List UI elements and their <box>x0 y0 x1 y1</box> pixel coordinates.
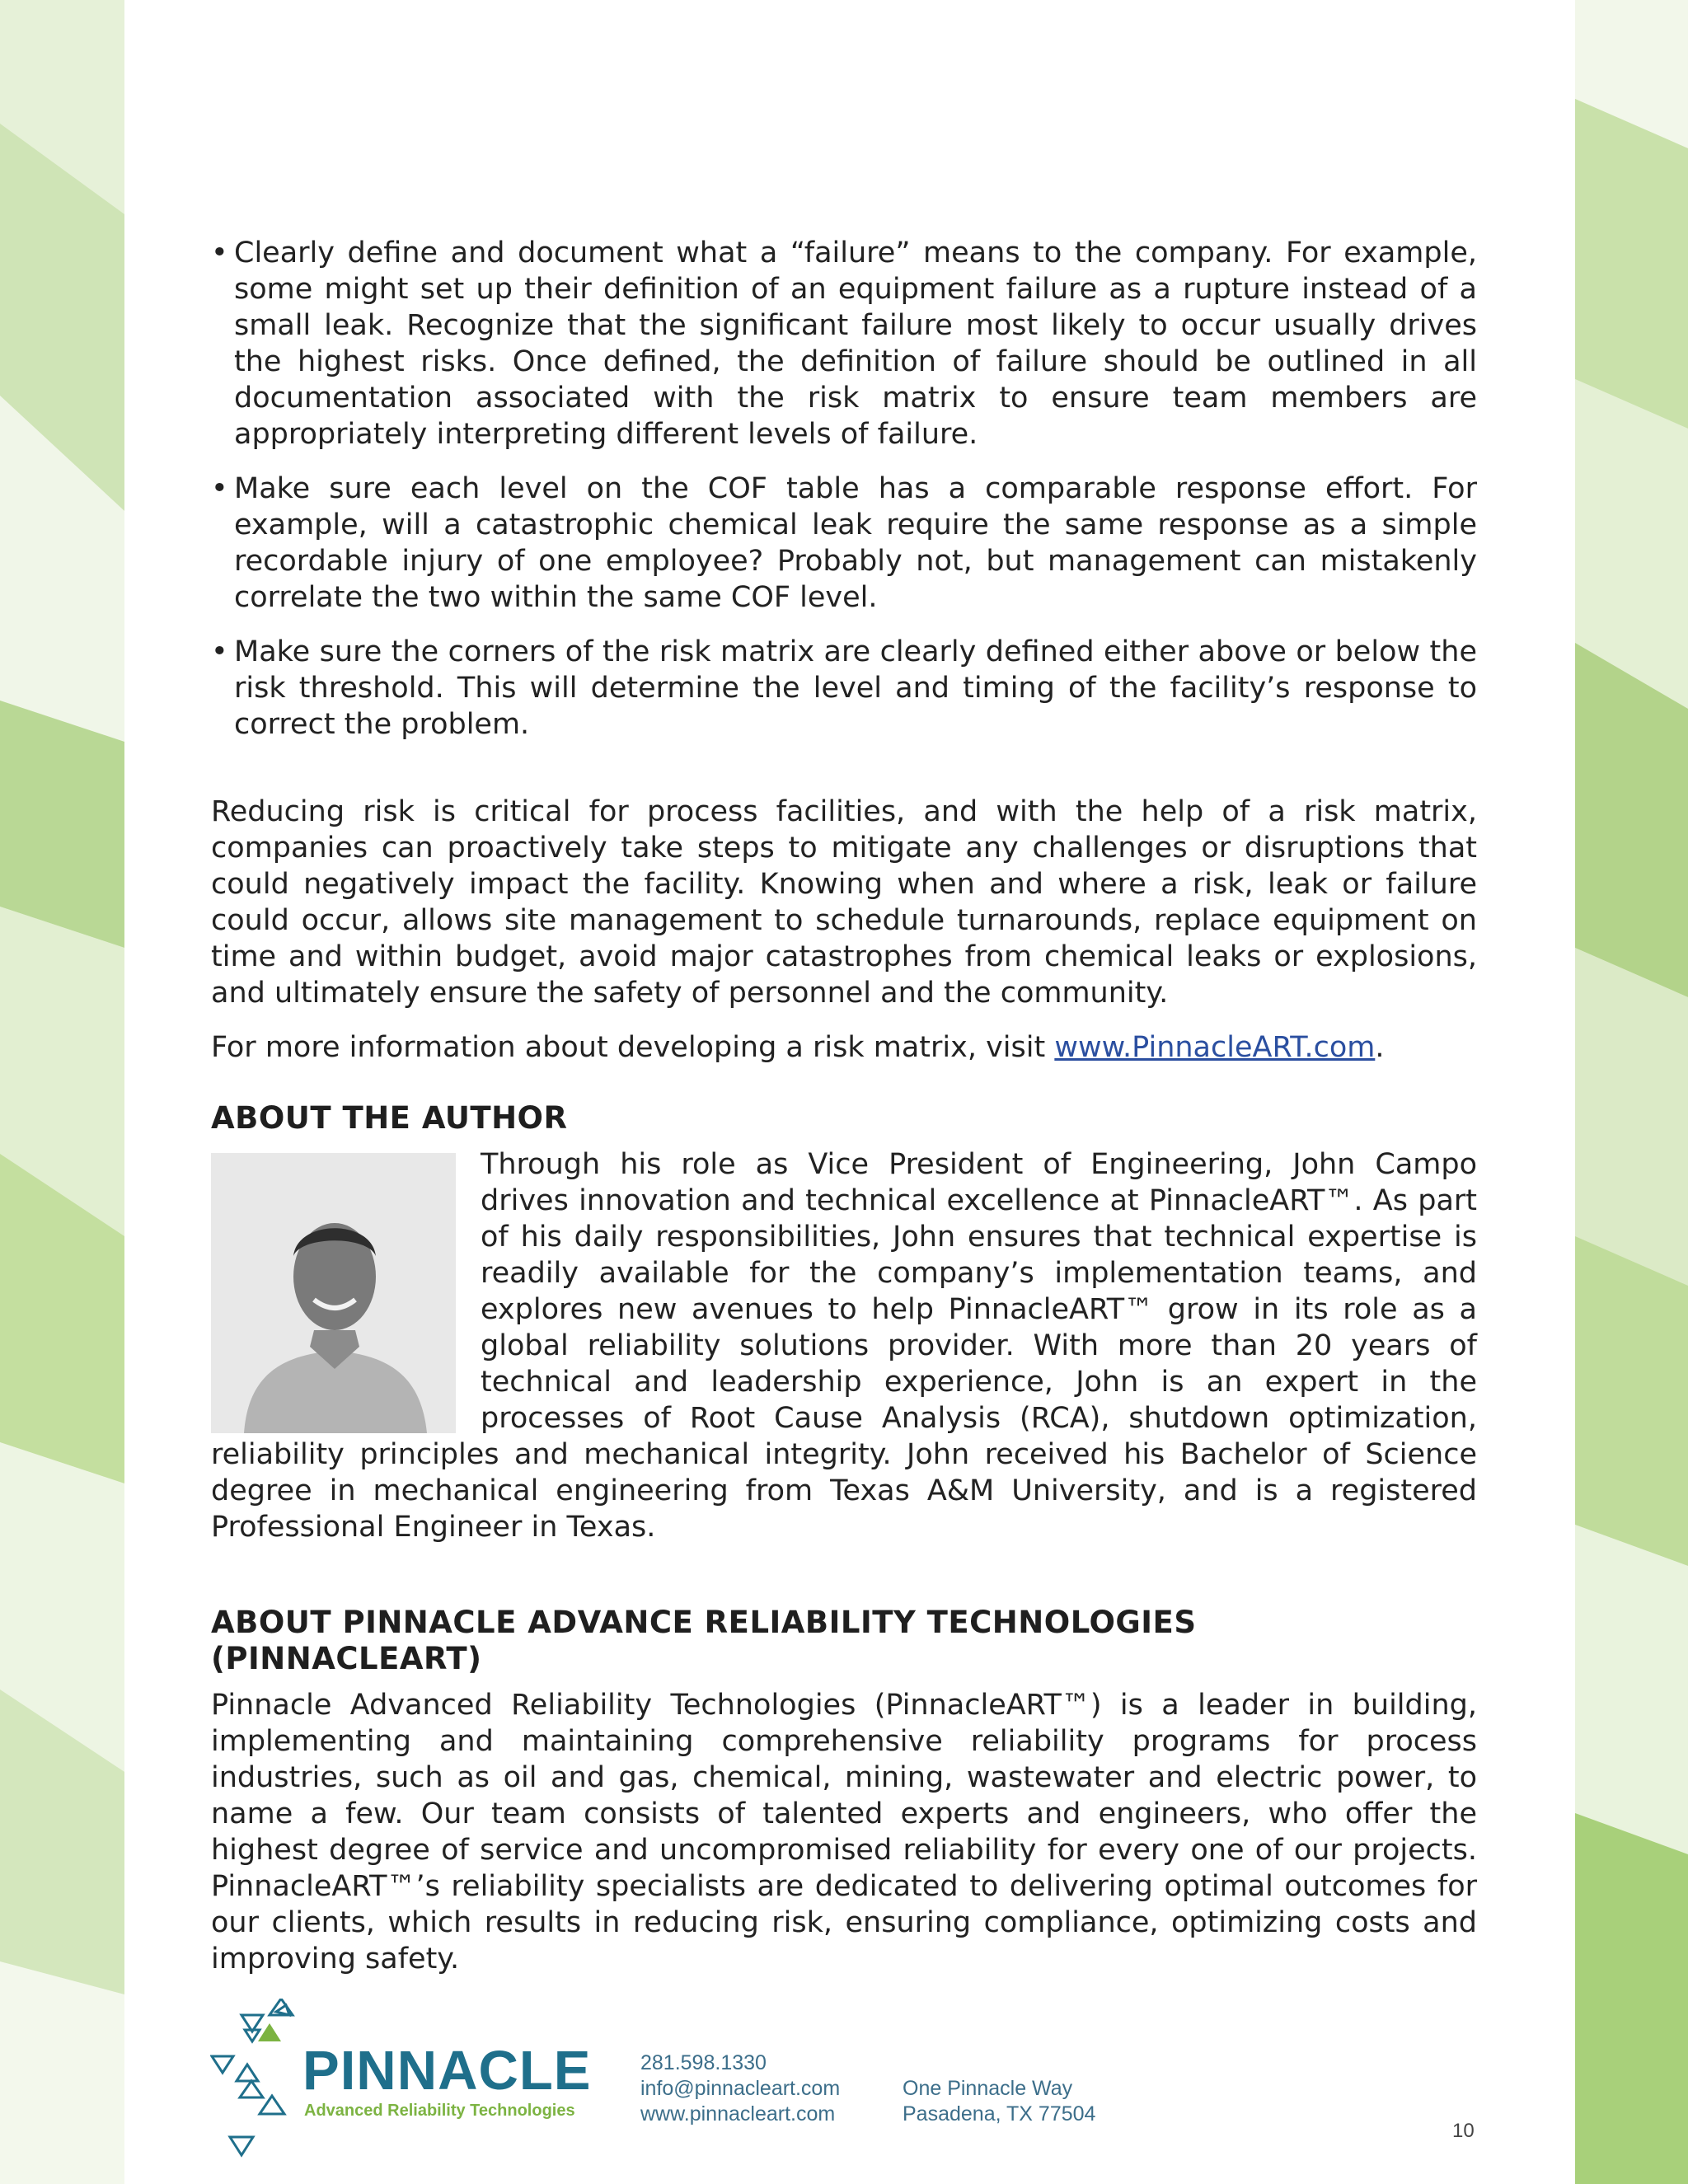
about-company-heading: ABOUT PINNACLE ADVANCE RELIABILITY TECHNOLOGIES (PINNACLEART) <box>211 1605 1197 1676</box>
brand-tagline: Advanced Reliability Technologies <box>304 2102 575 2120</box>
author-photo <box>211 1153 456 1433</box>
address-block <box>903 2076 1095 2127</box>
contact-block <box>640 2050 840 2127</box>
list-item: • Make sure each level on the COF table has a comparable response effort. For example, will a catastrophic chemical leak require the same response as a simple recordable injury of one employee? Probably not, but management can mistakenly correlate the two within the same COF level. <box>211 471 1477 616</box>
recommendations-list <box>211 235 1477 743</box>
pinnacleart-link[interactable]: www.PinnacleART.com <box>1054 1031 1376 1064</box>
closing-paragraph: Reducing risk is critical for process facilities, and with the help of a risk matrix, companies can proactively take steps to mitigate any challenges or disruptions that could negatively impact the facility. Knowing when and where a risk, leak or failure could occur, allows site management to schedule turnarounds, replace equipment on time and within budget, avoid major catastrophes from chemical leaks or explosions, and ultimately ensure the safety of personnel and the community. <box>211 795 1477 1010</box>
about-author-heading: ABOUT THE AUTHOR <box>211 1100 568 1136</box>
address-line2: Pasadena, TX 77504 <box>903 2102 1096 2125</box>
address-line1: One Pinnacle Way <box>903 2077 1073 2100</box>
more-info-text: For more information about developing a risk matrix, visit <box>211 1031 1055 1064</box>
email-link[interactable]: info@pinnacleart.com <box>640 2077 841 2100</box>
list-item: • Clearly define and document what a “failure” means to the company. For example, some might set up their definition of an equipment failure as a rupture instead of a small leak. Recognize that the significant failure most likely to occur usually drives the highest risks. Once defined, the definition of failure should be outlined in all documentation associated with the risk matrix to ensure team members are appropriately interpreting different levels of failure. <box>211 235 1477 452</box>
pinnacle-logo-icon <box>210 1999 301 2163</box>
phone-number: 281.598.1330 <box>640 2051 767 2074</box>
more-info-line <box>211 1029 1477 1066</box>
brand-name: PINNACLE <box>302 2040 592 2102</box>
author-section <box>211 1146 1477 1563</box>
article-content <box>211 235 1477 1995</box>
page-number: 10 <box>1452 2120 1475 2142</box>
company-description: Pinnacle Advanced Reliability Technologies (PinnacleART™) is a leader in building, implementing and maintaining comprehensive reliability programs for process industries, such as oil and gas, chemical, mining, wastewater and electric power, to name a few. Our team consists of talented experts and engineers, who offer the highest degree of service and uncompromised reliability for every one of our projects. PinnacleART™’s reliability specialists are dedicated to delivering optimal outcomes for our clients, which results in reducing risk, ensuring compliance, optimizing costs and improving safety. <box>211 1689 1477 1975</box>
author-bio: Through his role as Vice President of Engineering, John Campo drives innovation and technical excellence at PinnacleART™. As part of his daily responsibilities, John ensures that technical expertise is readily available for the company’s implementation teams, and explores new avenues to help PinnacleART™ grow in its role as a global reliability solutions provider. With more than 20 years of technical and leadership experience, John is an expert in the processes of Root Cause Analysis (RCA), shutdown optimization, reliability principles and mechanical integrity. John received his Bachelor of Science degree in mechanical engineering from Texas A&M University, and is a registered Professional Engineer in Texas. <box>211 1148 1477 1544</box>
more-info-suffix: . <box>1375 1031 1385 1064</box>
website-link[interactable]: www.pinnacleart.com <box>640 2102 836 2125</box>
list-item: • Make sure the corners of the risk matrix are clearly defined either above or below the risk threshold. This will determine the level and timing of the facility’s response to correct the problem. <box>211 634 1477 743</box>
